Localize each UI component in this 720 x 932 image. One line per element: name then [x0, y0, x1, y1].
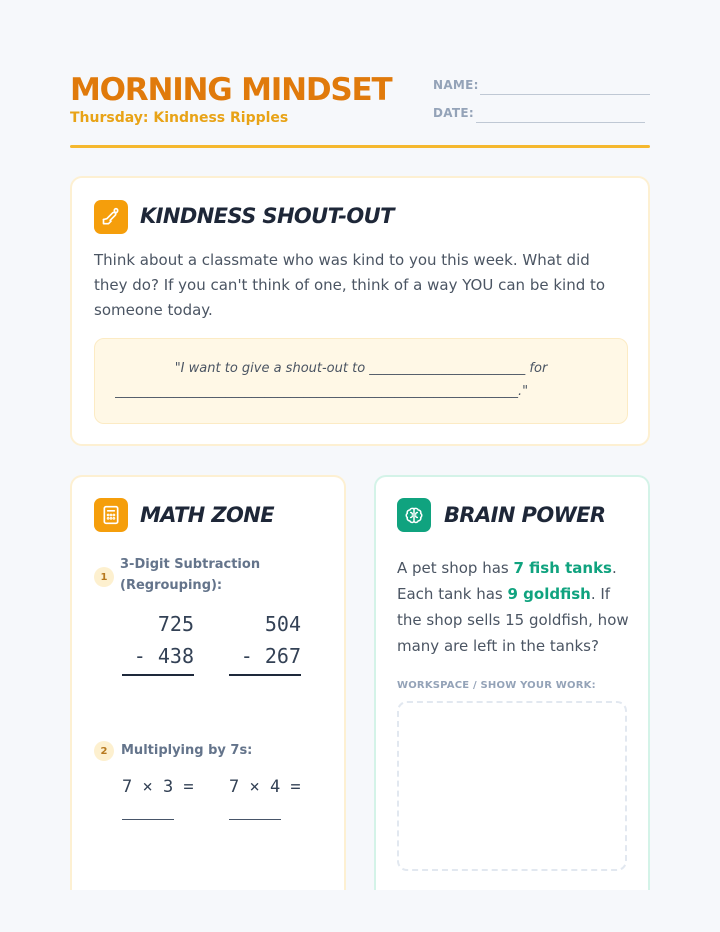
page-subtitle: Thursday: Kindness Ripples: [70, 110, 289, 126]
hand-heart-icon: [94, 200, 128, 234]
name-line: [480, 94, 650, 95]
header-divider: [70, 145, 650, 148]
brain-title: BRAIN POWER: [444, 503, 606, 527]
calculator-icon: [94, 498, 128, 532]
kindness-title: KINDNESS SHOUT-OUT: [140, 204, 394, 228]
name-label: NAME:: [433, 78, 479, 92]
highlight-goldfish: 9 goldfish: [507, 585, 591, 603]
header: [70, 70, 650, 148]
date-field[interactable]: [433, 106, 474, 120]
shout-out-box[interactable]: [94, 338, 628, 424]
word-problem: [397, 555, 637, 659]
page-bottom: [0, 890, 720, 932]
shout-out-line-2: ______________________________________________________________.": [115, 384, 529, 399]
brain-icon: [397, 498, 431, 532]
workspace-label: WORKSPACE / SHOW YOUR WORK:: [397, 680, 596, 691]
subtraction-problem-b: [229, 612, 301, 676]
minuend-b: 504: [264, 612, 301, 636]
answer-line-b[interactable]: [229, 819, 281, 820]
subtraction-problem-a: [122, 612, 194, 676]
problem-text-3: . If the shop sells 15 goldfish, how many are left in the tanks?: [397, 585, 629, 655]
kindness-card: [70, 176, 650, 446]
subtrahend-a: - 438: [133, 644, 194, 668]
multiplication-b: 7 × 4 =: [229, 777, 301, 797]
answer-bar-b: [229, 674, 301, 676]
problem-2-badge: 2: [94, 741, 114, 761]
minuend-a: 725: [157, 612, 194, 636]
problem-text-1: A pet shop has: [397, 559, 514, 577]
date-line: [476, 122, 645, 123]
multiplication-a: 7 × 3 =: [122, 777, 194, 797]
subtrahend-b: - 267: [240, 644, 301, 668]
name-field[interactable]: [433, 78, 479, 92]
answer-line-a[interactable]: [122, 819, 174, 820]
problem-1-label: 3-Digit Subtraction (Regrouping):: [120, 557, 261, 593]
problem-2-label: Multiplying by 7s:: [121, 743, 253, 758]
math-card: [70, 475, 346, 905]
highlight-fish-tanks: 7 fish tanks: [513, 559, 612, 577]
workspace-box[interactable]: [397, 701, 627, 871]
problem-1-badge: 1: [94, 567, 114, 587]
answer-bar-a: [122, 674, 194, 676]
shout-out-line-1: "I want to give a shout-out to ________________________ for: [174, 361, 548, 376]
math-title: MATH ZONE: [140, 503, 274, 527]
problem-text-2: . Each tank has: [397, 559, 617, 603]
kindness-prompt: Think about a classmate who was kind to you this week. What did they do? If you can't think of one, think of a way YOU can be kind to someone today.: [94, 251, 606, 319]
date-label: DATE:: [433, 106, 474, 120]
brain-card: [374, 475, 650, 905]
page-title: MORNING MINDSET: [70, 72, 392, 108]
